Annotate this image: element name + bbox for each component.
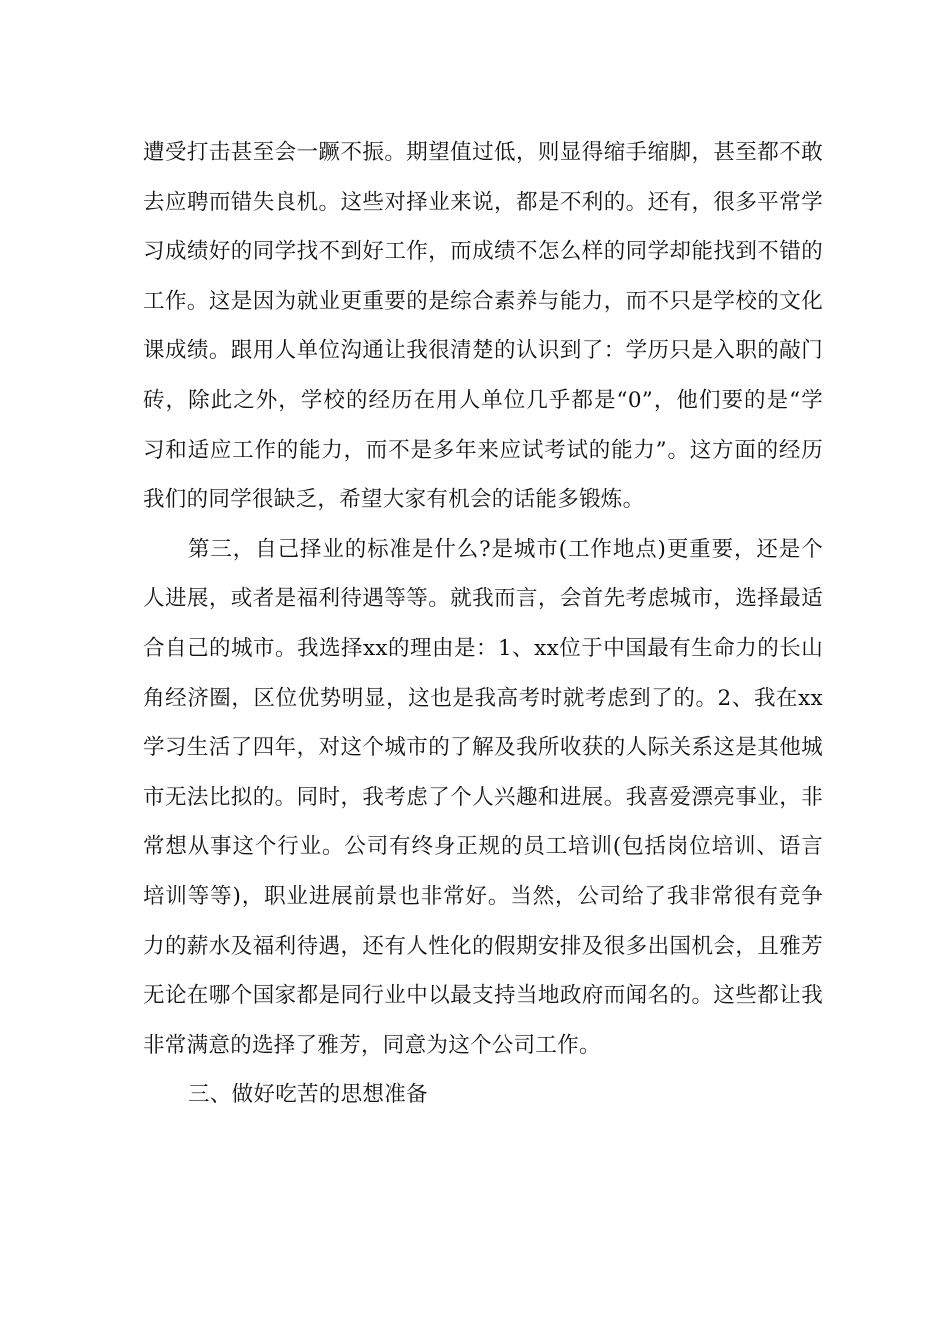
section-heading: 三、做好吃苦的思想准备 <box>188 1082 428 1108</box>
document-body <box>143 128 823 1120</box>
paragraph-continuation: 遭受打击甚至会一蹶不振。期望值过低，则显得缩手缩脚，甚至都不敢去应聘而错失良机。这些对择业来说，都是不利的。还有，很多平常学习成绩好的同学找不到好工作，而成绩不怎么样的同学却能找到不错的工作。这是因为就业更重要的是综合素养与能力，而不只是学校的文化课成绩。跟用人单位沟通让我很清楚的认识到了：学历只是入职的敲门砖，除此之外，学校的经历在用人单位几乎都是“0”，他们要的是“学习和适应工作的能力，而不是多年来应试考试的能力”。这方面的经历我们的同学很缺乏，希望大家有机会的话能多锻炼。 <box>143 140 823 513</box>
paragraph-third-point: 第三，自己择业的标准是什么?是城市(工作地点)更重要，还是个人进展，或者是福利待遇等等。就我而言，会首先考虑城市，选择最适合自己的城市。我选择xx的理由是：1、xx位于中国最有生命力的长山角经济圈，区位优势明显，这也是我高考时就考虑到了的。2、我在xx学习生活了四年，对这个城市的了解及我所收获的人际关系这是其他城市无法比拟的。同时，我考虑了个人兴趣和进展。我喜爱漂亮事业，非常想从事这个行业。公司有终身正规的员工培训(包括岗位培训、语言培训等等)，职业进展前景也非常好。当然，公司给了我非常很有竞争力的薪水及福利待遇，还有人性化的假期安排及很多出国机会，且雅芳无论在哪个国家都是同行业中以最支持当地政府而闻名的。这些都让我非常满意的选择了雅芳，同意为这个公司工作。 <box>143 536 823 1058</box>
